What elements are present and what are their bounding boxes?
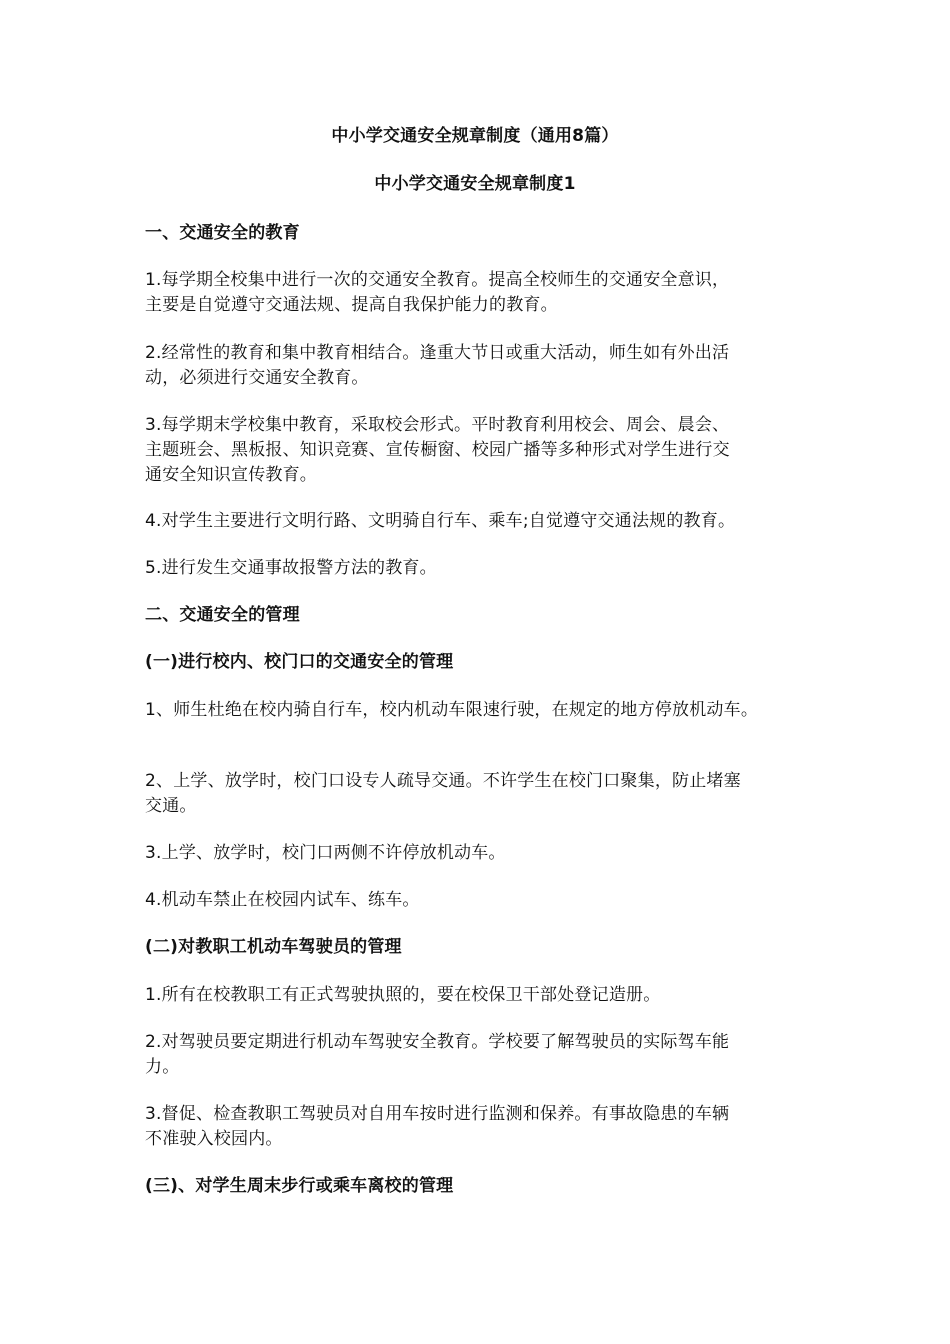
paragraph-line: 1.所有在校教职工有正式驾驶执照的，要在校保卫干部处登记造册。 [145,985,661,1005]
paragraph-line: 主要是自觉遵守交通法规、提高自我保护能力的教育。 [145,295,558,315]
paragraph-line: 2.对驾驶员要定期进行机动车驾驶安全教育。学校要了解驾驶员的实际驾车能 [145,1032,730,1052]
paragraph-line: 1、师生杜绝在校内骑自行车，校内机动车限速行驶，在规定的地方停放机动车。 [145,700,759,720]
paragraph-line: 4.对学生主要进行文明行路、文明骑自行车、乘车;自觉遵守交通法规的教育。 [145,511,736,531]
paragraph-line: 交通。 [145,796,197,816]
paragraph-line: 3.督促、检查教职工驾驶员对自用车按时进行监测和保养。有事故隐患的车辆 [145,1104,730,1124]
paragraph-line: 动，必须进行交通安全教育。 [145,368,369,388]
paragraph-line: 4.机动车禁止在校园内试车、练车。 [145,890,420,910]
document-title: 中小学交通安全规章制度（通用8篇） [331,126,619,146]
document-subtitle: 中小学交通安全规章制度1 [374,174,576,194]
paragraph-line: 不准驶入校园内。 [145,1129,283,1149]
paragraph-line: 力。 [145,1057,180,1077]
paragraph-line: 主题班会、黑板报、知识竞赛、宣传橱窗、校园广播等多种形式对学生进行交 [145,440,730,460]
section-heading: 一、交通安全的教育 [145,223,300,243]
subsection-heading: (二)对教职工机动车驾驶员的管理 [145,937,402,957]
paragraph-line: 2、上学、放学时，校门口设专人疏导交通。不许学生在校门口聚集，防止堵塞 [145,771,741,791]
subsection-heading: (三)、对学生周末步行或乘车离校的管理 [145,1176,454,1196]
paragraph-line: 1.每学期全校集中进行一次的交通安全教育。提高全校师生的交通安全意识， [145,270,730,290]
paragraph-line: 2.经常性的教育和集中教育相结合。逢重大节日或重大活动，师生如有外出活 [145,343,730,363]
paragraph-line: 3.每学期末学校集中教育，采取校会形式。平时教育利用校会、周会、晨会、 [145,415,730,435]
paragraph-line: 5.进行发生交通事故报警方法的教育。 [145,558,437,578]
section-heading: 二、交通安全的管理 [145,605,300,625]
paragraph-line: 通安全知识宣传教育。 [145,465,317,485]
paragraph-line: 3.上学、放学时，校门口两侧不许停放机动车。 [145,843,506,863]
subsection-heading: (一)进行校内、校门口的交通安全的管理 [145,652,454,672]
